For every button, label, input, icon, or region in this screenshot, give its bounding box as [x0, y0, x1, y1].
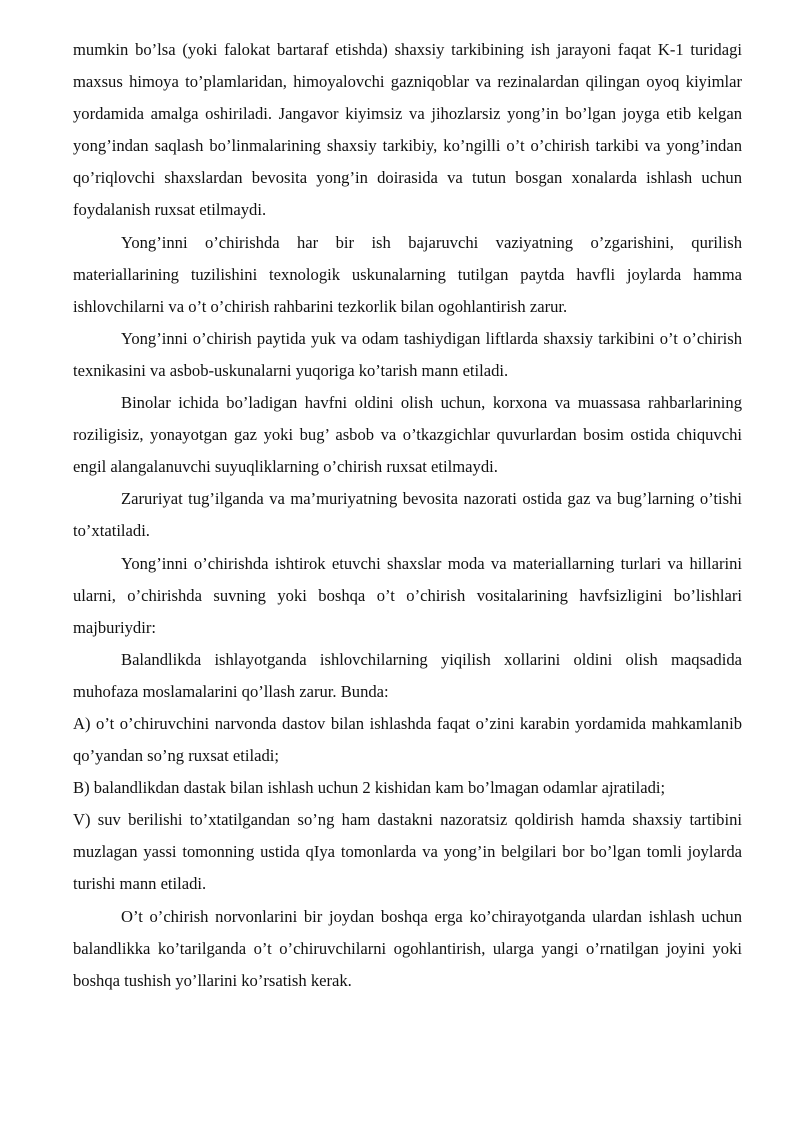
paragraph-ladder-relocation: O’t o’chirish norvonlarini bir joydan boshqa erga ko’chirayotganda ulardan ishlash uchun balandlikka ko’tarilganda o’t o’chiruvchilarni ogohlantirish, ularga yangi o’rnatilgan joyini yoki boshqa tushish yo’llarini ko’rsatish kerak.: [73, 906, 742, 990]
list-item-v: V) suv berilishi to’xtatilgandan so’ng ham dastakni nazoratsiz qoldirish hamda shaxsiy tartibini muzlagan yassi tomonning ustida qIya tomonlarda va yong’in belgilari bor bo’lgan tomli joylarda turishi mann etiladi.: [73, 810, 742, 894]
document-page: [73, 34, 742, 997]
paragraph-participants-duty: Yong’inni o’chirishda ishtirok etuvchi shaxslar moda va materiallarning turlari va hillarini ularni, o’chirishda suvning yoki boshqa o’t o’chirish vositalarining havfsizligini bo’lishlari majburiydir:: [73, 553, 742, 637]
paragraph-gas-steam-stop: Zaruriyat tug’ilganda va ma’muriyatning bevosita nazorati ostida gaz va bug’larning o’tishi to’xtatiladi.: [73, 489, 742, 541]
paragraph-continuation-protective-gear: mumkin bo’lsa (yoki falokat bartaraf etishda) shaxsiy tarkibining ish jarayoni faqat K-1 turidagi maxsus himoya to’plamlaridan, himoyalovchi gazniqoblar va rezinalardan qilingan oyoq kiyimlar yordamida amalga oshiriladi. Jangavor kiyimsiz va jihozlarsiz yong’in bo’lgan joyga etib kelgan yong’indan saqlash bo’linmalarining shaxsiy tarkibiy, ko’ngilli o’t o’chirish tarkibi va yong’indan qo’riqlovchi shaxslardan bevosita yong’in doirasida va tutun bosgan xonalarda ishlash uchun foydalanish ruxsat etilmaydi.: [73, 40, 742, 220]
list-item-a: A) o’t o’chiruvchini narvonda dastov bilan ishlashda faqat o’zini karabin yordamida mahkamlanib qo’yandan so’ng ruxsat etiladi;: [73, 713, 742, 766]
paragraph-elevator-prohibition: Yong’inni o’chirish paytida yuk va odam tashiydigan liftlarda shaxsiy tarkibini o’t o’chirish texnikasini va asbob-uskunalarni yuqoriga ko’tarish mann etiladi.: [73, 328, 742, 380]
list-item-b: B) balandlikdan dastak bilan ishlash uchun 2 kishidan kam bo’lmagan odamlar ajratiladi;: [73, 778, 666, 798]
paragraph-height-work: Balandlikda ishlayotganda ishlovchilarning yiqilish xollarini oldini olish maqsadida muhofaza moslamalarini qo’llash zarur. Bunda:: [73, 649, 742, 701]
paragraph-situation-warning: Yong’inni o’chirishda har bir ish bajaruvchi vaziyatning o’zgarishini, qurilish materiallarining tuzilishini texnologik uskunalarning tutilgan paytda havfli joylarda hamma ishlovchilarni va o’t o’chirish rahbarini tezkorlik bilan ogohlantirish zarur.: [73, 232, 742, 316]
paragraph-gas-pipes: Binolar ichida bo’ladigan havfni oldini olish uchun, korxona va muassasa rahbarlarining roziligisiz, yonayotgan gaz yoki bug’ asbob va o’tkazgichlar quvurlardan bosim ostida chiquvchi engil alangalanuvchi suyuqliklarning o’chirish ruxsat etilmaydi.: [73, 393, 742, 477]
